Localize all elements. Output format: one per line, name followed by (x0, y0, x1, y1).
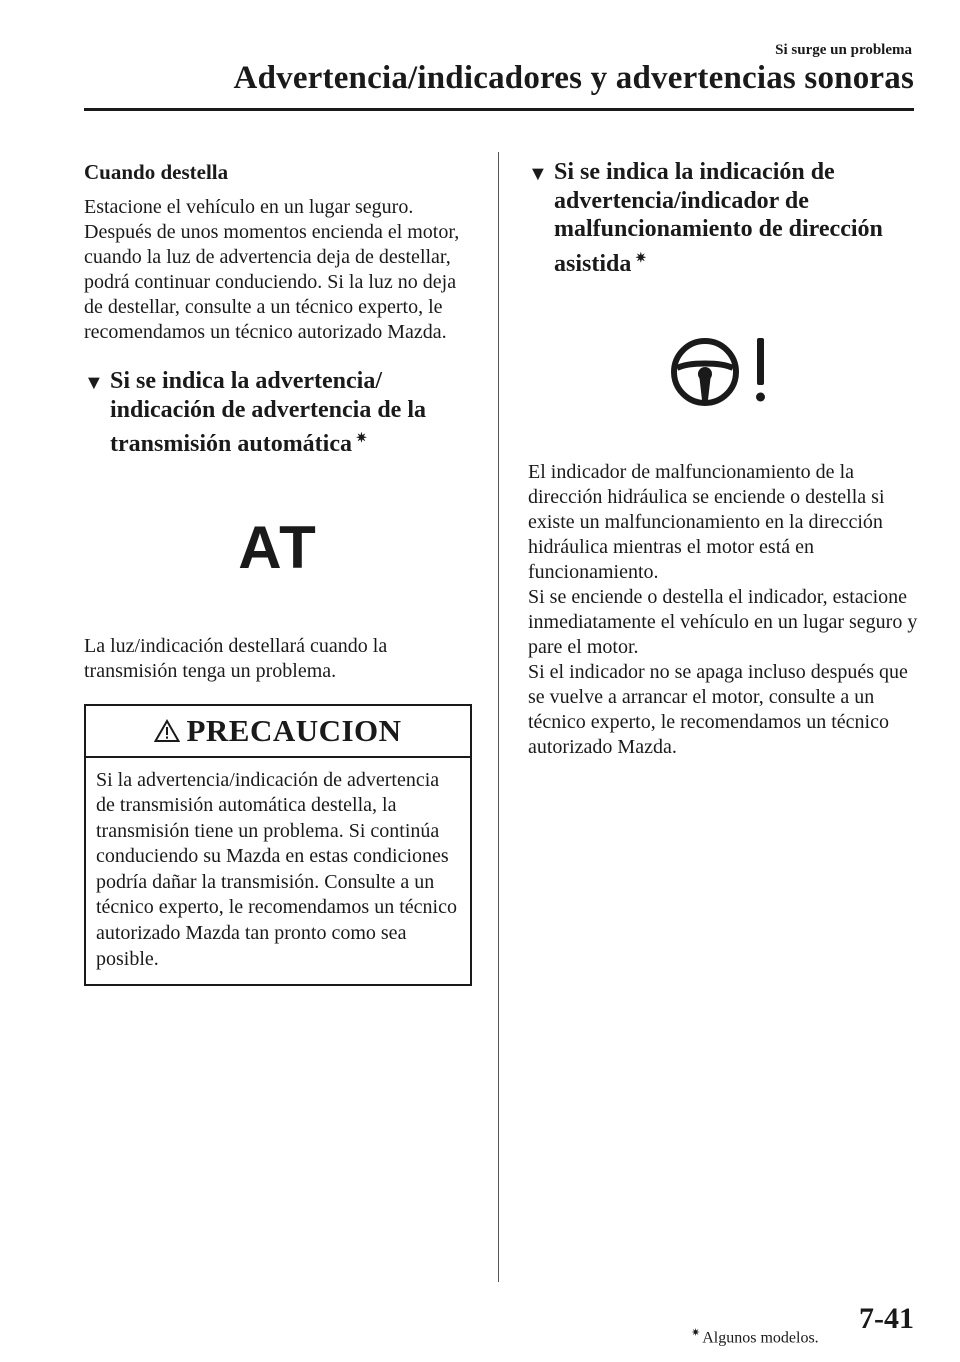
caution-header (86, 706, 470, 758)
section-title-text: Si se indica la indicación de advertencia/indicador de malfuncionamiento de dirección asistida (554, 159, 883, 277)
page-number: 7-41 (859, 1302, 914, 1335)
power-steering-warning-icon (669, 334, 779, 406)
triangle-bullet-icon: ▼ (84, 372, 104, 394)
section-title-power-steering (528, 158, 920, 278)
paragraph-when-flashing: Estacione el vehículo en un lugar seguro. Después de unos momentos encienda el motor, cuando la luz de advertencia deja de destellar, podrá continuar conduciendo. Si la luz no deja de destellar, consulte a un técnico experto, le recomendamos un técnico autorizado Mazda. (84, 196, 460, 343)
at-warning-symbol: AT (238, 513, 318, 581)
right-column (528, 158, 920, 760)
caution-text: Si la advertencia/indicación de advertencia de transmisión automática destella, la transmisión tiene un problema. Si continúa conduciendo su Mazda en estas condiciones podría dañar la transmisión. Consulte a un técnico experto, le recomendamos un técnico autorizado Mazda tan pronto como sea posible. (96, 768, 457, 970)
chapter-label: Si surge un problema (775, 42, 912, 58)
section-title-at-warning (84, 367, 472, 459)
section-title-text: Si se indica la advertencia/ indicación de advertencia de la transmisión automática (110, 368, 426, 457)
caution-label: PRECAUCION (186, 712, 402, 748)
warning-triangle-icon (154, 719, 180, 743)
paragraph-power-steering: El indicador de malfuncionamiento de la dirección hidráulica se enciende o destella si existe un malfuncionamiento en la dirección hidráulica mientras el motor está en funcionamiento. Si se enciende o destella el indicador, estacione inmediatamente el vehículo en un lugar seguro y pare el motor. Si el indicador no se apaga incluso después que se vuelve a arrancar el motor, consulte a un técnico experto, le recomendamos un técnico autorizado Mazda. (528, 461, 918, 758)
column-divider (498, 152, 499, 1282)
subheading-when-flashing: Cuando destella (84, 160, 229, 184)
footnote-text: Algunos modelos. (702, 1329, 819, 1347)
triangle-bullet-icon: ▼ (528, 163, 548, 185)
header-rule (84, 108, 914, 111)
asterisk-icon: ✷ (635, 249, 647, 265)
caution-box (84, 704, 472, 987)
left-column (84, 160, 472, 986)
asterisk-icon: ✷ (691, 1327, 701, 1339)
asterisk-icon: ✷ (356, 430, 367, 445)
paragraph-at-flashing: La luz/indicación destellará cuando la transmisión tenga un problema. (84, 634, 388, 682)
page-title: Advertencia/indicadores y advertencias sonoras (233, 60, 914, 96)
footnote (691, 1326, 819, 1347)
